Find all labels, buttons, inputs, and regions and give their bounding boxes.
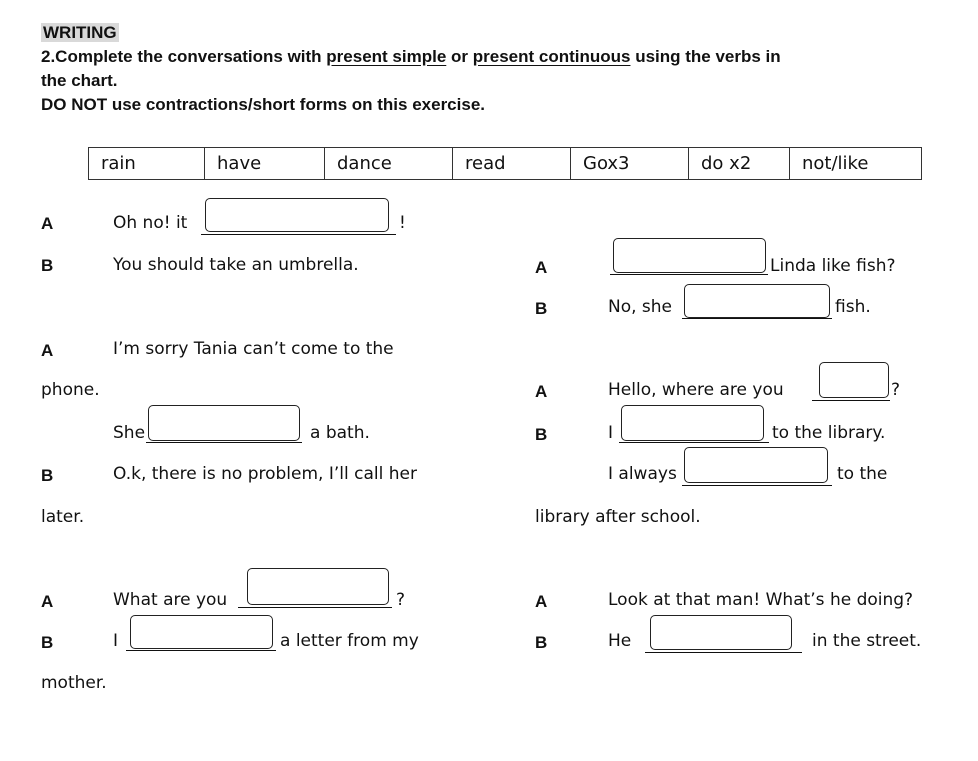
verb-cell: have	[205, 148, 325, 180]
dialogue-text: !	[399, 213, 406, 233]
answer-underline	[146, 442, 302, 443]
speaker-label: B	[535, 425, 548, 444]
verb-cell: read	[453, 148, 571, 180]
answer-box[interactable]	[684, 284, 830, 318]
verb-cell: Gox3	[571, 148, 689, 180]
instruction-note: DO NOT use contractions/short forms on this exercise.	[41, 95, 485, 114]
section-title: WRITING	[43, 23, 117, 42]
term-present-simple: present simple	[326, 47, 447, 66]
dialogue-text: a letter from my	[280, 631, 419, 651]
dialogue-text: I	[113, 631, 119, 651]
answer-underline	[238, 607, 392, 608]
answer-box[interactable]	[130, 615, 273, 649]
answer-box[interactable]	[819, 362, 889, 398]
dialogue-text: to the	[837, 464, 888, 484]
speaker-label: A	[535, 258, 548, 277]
answer-box[interactable]	[650, 615, 792, 650]
dialogue-text: You should take an umbrella.	[113, 255, 359, 275]
dialogue-text: Hello, where are you	[608, 380, 784, 400]
speaker-label: A	[41, 592, 54, 611]
dialogue-text: later.	[41, 507, 85, 527]
dialogue-text: I	[608, 423, 614, 443]
dialogue-text: a bath.	[310, 423, 370, 443]
dialogue-text: ?	[396, 590, 406, 610]
verbs-chart	[88, 147, 922, 180]
dialogue-text: fish.	[835, 297, 871, 317]
speaker-label: B	[535, 299, 548, 318]
dialogue-text: ?	[891, 380, 901, 400]
verb-cell: rain	[89, 148, 205, 180]
dialogue-text: I’m sorry Tania can’t come to the	[113, 339, 394, 359]
verb-cell: not/like	[790, 148, 922, 180]
dialogue-text: Oh no! it	[113, 213, 188, 233]
dialogue-text: I always	[608, 464, 677, 484]
dialogue-text: He	[608, 631, 632, 651]
speaker-label: A	[41, 214, 54, 233]
answer-underline	[126, 650, 276, 651]
speaker-label: B	[535, 633, 548, 652]
dialogue-text: mother.	[41, 673, 107, 693]
answer-box[interactable]	[205, 198, 389, 232]
answer-underline	[682, 485, 832, 486]
term-present-continuous: present continuous	[472, 47, 631, 66]
instruction-line-2: the chart.	[41, 71, 118, 90]
verb-cell: do x2	[689, 148, 790, 180]
answer-box[interactable]	[247, 568, 389, 605]
answer-underline	[645, 652, 802, 653]
answer-box[interactable]	[613, 238, 766, 273]
speaker-label: B	[41, 633, 54, 652]
dialogue-text: to the library.	[772, 423, 886, 443]
speaker-label: A	[41, 341, 54, 360]
dialogue-text: in the street.	[812, 631, 922, 651]
answer-underline	[201, 234, 396, 235]
dialogue-text: Look at that man! What’s he doing?	[608, 590, 914, 610]
dialogue-text: She	[113, 423, 146, 443]
dialogue-text: What are you	[113, 590, 228, 610]
instruction-line-1: 2.Complete the conversations with present simple or present continuous using the verbs in	[41, 47, 781, 66]
answer-underline	[610, 274, 768, 275]
speaker-label: B	[41, 466, 54, 485]
verb-cell: dance	[325, 148, 453, 180]
speaker-label: A	[535, 592, 548, 611]
answer-box[interactable]	[148, 405, 300, 441]
dialogue-text: O.k, there is no problem, I’ll call her	[113, 464, 417, 484]
answer-underline	[682, 318, 832, 319]
speaker-label: A	[535, 382, 548, 401]
dialogue-text: No, she	[608, 297, 673, 317]
speaker-label: B	[41, 256, 54, 275]
dialogue-text: phone.	[41, 380, 100, 400]
answer-box[interactable]	[684, 447, 828, 483]
dialogue-text: library after school.	[535, 507, 701, 527]
answer-underline	[812, 400, 890, 401]
answer-box[interactable]	[621, 405, 764, 441]
dialogue-text: Linda like fish?	[770, 256, 896, 276]
answer-underline	[619, 442, 769, 443]
